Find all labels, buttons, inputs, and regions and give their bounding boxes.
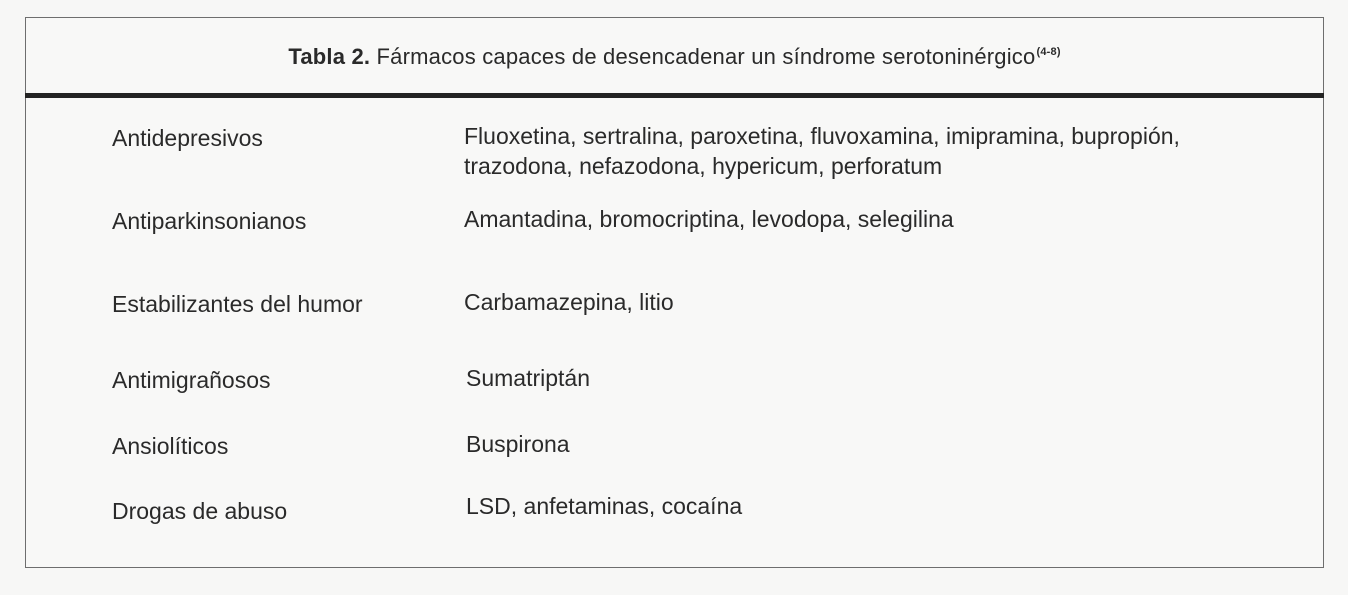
header-divider [25,93,1324,98]
row-category: Ansiolíticos [112,433,229,459]
row-drugs: Buspirona [466,431,570,457]
caption-text: Fármacos capaces de desencadenar un síndrome serotoninérgico [376,44,1036,69]
row-drugs: LSD, anfetaminas, cocaína [466,493,743,519]
drug-table [25,17,1324,568]
row-category: Antimigrañosos [112,367,271,393]
row-category: Drogas de abuso [112,498,288,524]
row-category: Antiparkinsonianos [112,208,307,234]
caption-label: Tabla 2. [288,44,371,69]
row-drugs: Sumatriptán [466,365,591,391]
row-drugs: Amantadina, bromocriptina, levodopa, selegilina [464,206,954,232]
row-drugs: Carbamazepina, litio [464,289,674,315]
caption-reference: (4-8) [1036,46,1061,58]
row-category: Antidepresivos [112,125,263,151]
row-category: Estabilizantes del humor [112,291,363,317]
table-caption [26,44,1323,70]
row-drugs: Fluoxetina, sertralina, paroxetina, fluvoxamina, imipramina, bupropión, trazodona, nefazodona, hypericum, perforatum [464,123,1180,179]
